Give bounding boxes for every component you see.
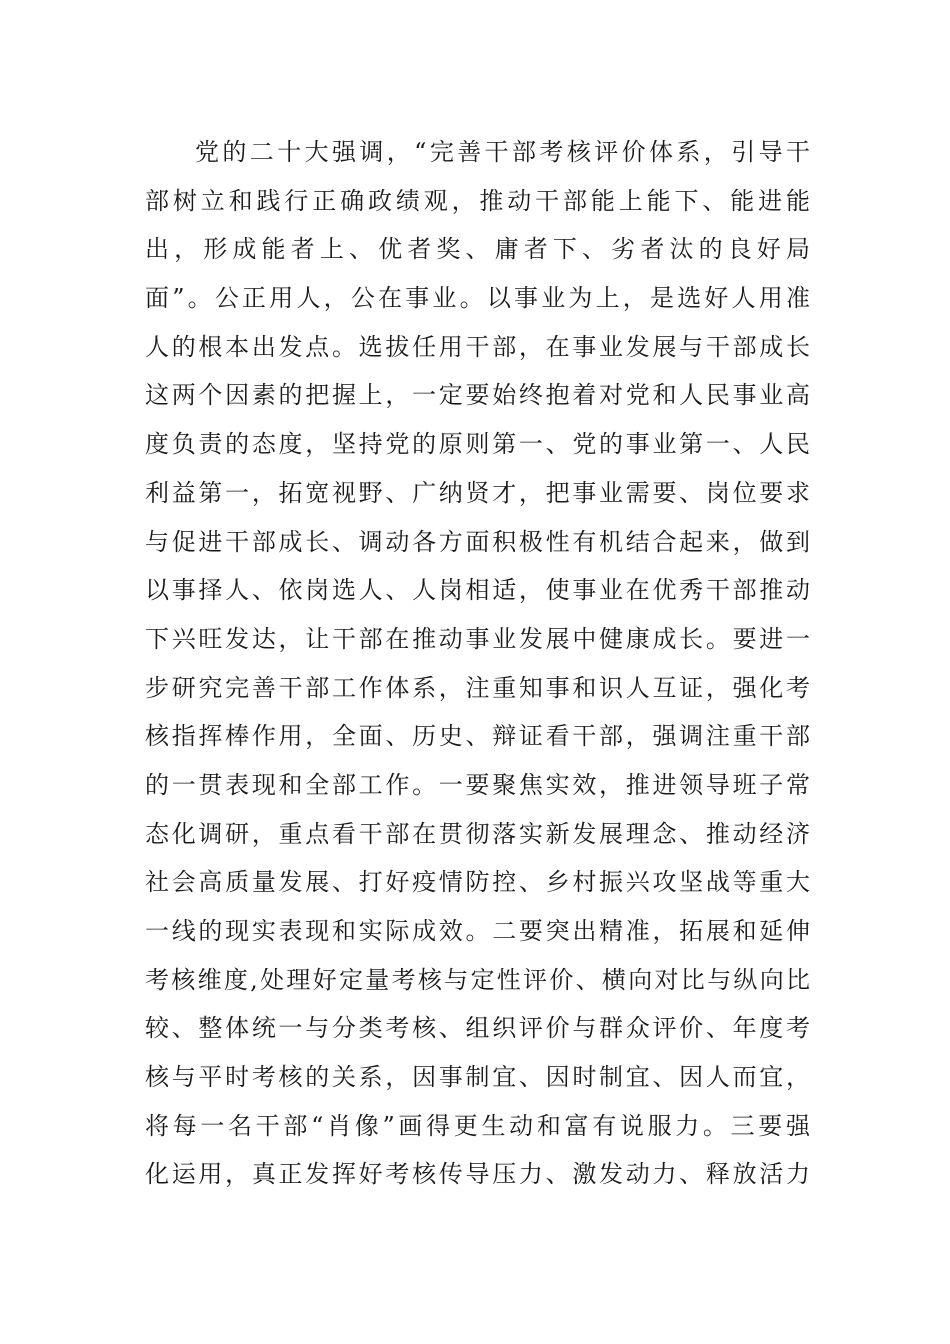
text-line: 利益第一，拓宽视野、广纳贤才，把事业需要、岗位要求 [145,478,810,507]
text-line: 化运用，真正发挥好考核传导压力、激发动力、释放活力 [145,1160,810,1189]
text-line: 步研究完善干部工作体系，注重知事和识人互证，强化考 [145,673,810,702]
text-line: 社会高质量发展、打好疫情防控、乡村振兴攻坚战等重大 [145,868,810,897]
text-line: 以事择人、依岗选人、人岗相适，使事业在优秀干部推动 [145,576,810,605]
text-line: 态化调研，重点看干部在贯彻落实新发展理念、推动经济 [145,819,810,848]
text-line: 面”。公正用人，公在事业。以事业为上，是选好人用准 [145,284,810,313]
body-paragraph [145,128,810,1199]
text-line: 的一贯表现和全部工作。一要聚焦实效，推进领导班子常 [145,770,810,799]
text-line: 一线的现实表现和实际成效。二要突出精准，拓展和延伸 [145,917,810,945]
text-line: 考核维度,处理好定量考核与定性评价、横向对比与纵向比 [145,965,810,994]
text-line: 部树立和践行正确政绩观，推动干部能上能下、能进能 [145,186,810,215]
text-line: 出，形成能者上、优者奖、庸者下、劣者汰的良好局 [145,235,810,264]
text-line: 下兴旺发达，让干部在推动事业发展中健康成长。要进一 [145,624,810,653]
text-line: 这两个因素的把握上，一定要始终抱着对党和人民事业高 [145,381,810,410]
text-line: 核指挥棒作用，全面、历史、辩证看干部，强调注重干部 [145,722,810,751]
text-line: 核与平时考核的关系，因事制宜、因时制宜、因人而宜， [145,1063,810,1092]
text-line: 较、整体统一与分类考核、组织评价与群众评价、年度考 [145,1014,810,1043]
text-line: 党的二十大强调，“完善干部考核评价体系，引导干 [195,138,810,166]
text-line: 人的根本出发点。选拔任用干部，在事业发展与干部成长 [145,332,810,361]
text-line: 与促进干部成长、调动各方面积极性有机结合起来，做到 [145,527,810,556]
text-line: 将每一名干部“肖像”画得更生动和富有说服力。三要强 [145,1111,810,1140]
text-line: 度负责的态度，坚持党的原则第一、党的事业第一、人民 [145,430,810,459]
